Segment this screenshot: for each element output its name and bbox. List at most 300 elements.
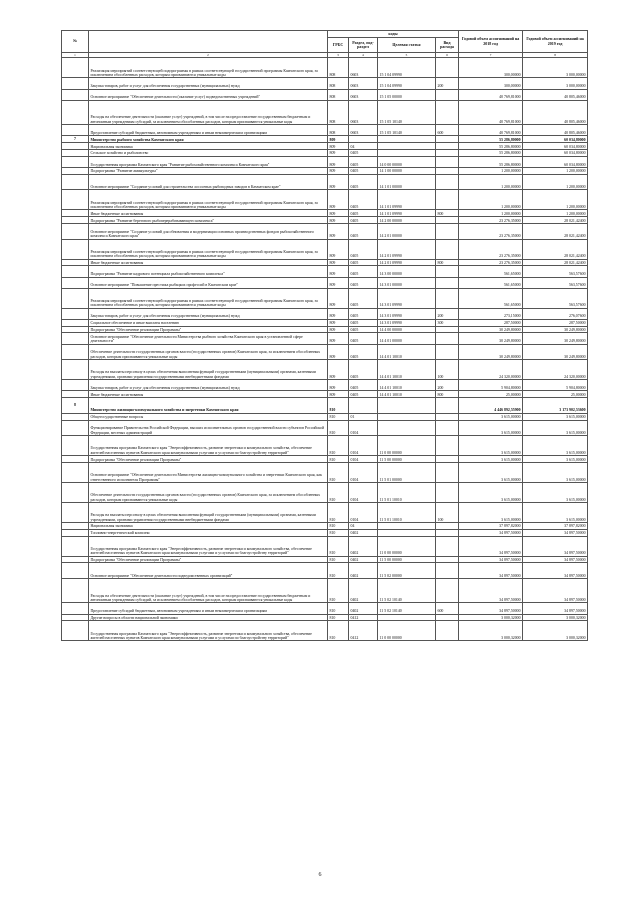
section-code: 0405	[349, 266, 378, 277]
row-name: Топливно-энергетический комплекс	[89, 529, 328, 536]
row-name: Подпрограмма "Обеспечение реализации Программы"	[89, 556, 328, 563]
amount-2019: 40 805,46000	[523, 89, 588, 100]
header-no: №	[62, 31, 89, 53]
row-name: Иные бюджетные ассигнования	[89, 391, 328, 398]
amount-2018: 40 769,81000	[459, 125, 523, 136]
table-row	[62, 217, 588, 224]
amount-2019: 28 021,42400	[523, 217, 588, 224]
grbs-code: 809	[328, 149, 349, 156]
expense-type-code: 800	[436, 210, 459, 217]
amount-2019: 1 200,00000	[523, 210, 588, 217]
amount-2019: 60 034,80000	[523, 143, 588, 150]
row-number	[62, 436, 89, 456]
section-code: 0405	[349, 380, 378, 391]
section-code: 0405	[349, 326, 378, 333]
table-row	[62, 174, 588, 190]
row-name: Предоставление субсидий бюджетным, автономным учреждениям и иным некоммерческим организациям	[89, 603, 328, 614]
grbs-code: 810	[328, 556, 349, 563]
row-name: Реализация мероприятий соответствующей подпрограммы в рамках соответствующей государственной программы Камчатского края, за исключением обособленных расходов, которым присваиваются уникальные коды	[89, 58, 328, 78]
target-code: 11 5 02 10140	[378, 579, 436, 603]
grbs-code: 809	[328, 277, 349, 288]
grbs-code: 809	[328, 210, 349, 217]
section-code: 0405	[349, 288, 378, 308]
row-name: Государственная программа Камчатского края "Энергоэффективность, развитие энергетики и коммунального хозяйства, обеспечение жителей населенных пунктов Камчатского края коммунальными услугами и услугами по благоустройству территорий"	[89, 436, 328, 456]
colnum: 1	[62, 53, 89, 58]
amount-2018: 1 200,00000	[459, 210, 523, 217]
grbs-code: 809	[328, 288, 349, 308]
table-row	[62, 259, 588, 266]
expense-type-code	[436, 436, 459, 456]
amount-2018: 273,15000	[459, 308, 523, 319]
amount-2018: 34 897,50000	[459, 579, 523, 603]
row-number	[62, 621, 89, 641]
row-number	[62, 190, 89, 210]
amount-2018: 561,65000	[459, 288, 523, 308]
amount-2018: 3 000,32000	[459, 614, 523, 621]
grbs-code: 808	[328, 89, 349, 100]
amount-2019: 3 615,00000	[523, 413, 588, 420]
target-code	[378, 143, 436, 150]
table-row	[62, 239, 588, 259]
amount-2019: 28 021,42400	[523, 223, 588, 239]
row-name: Функционирование Правительства Российской Федерации, высших исполнительных органов государственной власти субъектов Российской Федерации, местных администраций	[89, 420, 328, 436]
section-code: 0104	[349, 483, 378, 503]
expense-type-code	[436, 100, 459, 124]
expense-type-code	[436, 579, 459, 603]
grbs-code: 810	[328, 579, 349, 603]
grbs-code: 809	[328, 344, 349, 360]
section-code	[349, 136, 378, 143]
amount-2019: 563,57600	[523, 288, 588, 308]
grbs-code: 810	[328, 456, 349, 463]
target-code: 14 4 01 10010	[378, 391, 436, 398]
row-name: Закупка товаров, работ и услуг для обеспечения государственных (муниципальных) нужд	[89, 78, 328, 89]
row-number	[62, 217, 89, 224]
grbs-code: 810	[328, 398, 349, 414]
expense-type-code	[436, 398, 459, 414]
section-code: 0405	[349, 217, 378, 224]
amount-2018: 5 904,80000	[459, 380, 523, 391]
section-code: 0405	[349, 149, 378, 156]
row-number	[62, 156, 89, 167]
target-code: 14 2 01 09990	[378, 239, 436, 259]
amount-2018: 3 615,00000	[459, 483, 523, 503]
section-code: 0402	[349, 529, 378, 536]
target-code: 14 4 01 00000	[378, 333, 436, 344]
target-code: 11 5 00 00000	[378, 456, 436, 463]
amount-2019: 3 000,00000	[523, 78, 588, 89]
target-code: 14 3 01 00000	[378, 277, 436, 288]
expense-type-code	[436, 266, 459, 277]
amount-2018: 30 249,80000	[459, 333, 523, 344]
section-code: 04	[349, 143, 378, 150]
amount-2018: 34 897,50000	[459, 603, 523, 614]
row-name: Государственная программа Камчатского края "Развитие рыбохозяйственного комплекса Камчатского края"	[89, 156, 328, 167]
target-code	[378, 136, 436, 143]
amount-2019: 60 034,80000	[523, 136, 588, 143]
expense-type-code	[436, 456, 459, 463]
grbs-code: 810	[328, 523, 349, 530]
row-name: Государственная программа Камчатского края "Энергоэффективность, развитие энергетики и коммунального хозяйства, обеспечение жителей населенных пунктов Камчатского края коммунальными услугами и услугами по благоустройству территорий"	[89, 536, 328, 556]
target-code	[378, 420, 436, 436]
row-number	[62, 556, 89, 563]
row-name: Расходы на выплаты персоналу в целях обеспечения выполнения функций государственными (муниципальными) органами, казенными учреждениями, органами управления государственными внебюджетными фондами	[89, 503, 328, 523]
expense-type-code	[436, 483, 459, 503]
amount-2019: 25,00000	[523, 391, 588, 398]
table-row	[62, 398, 588, 414]
expense-type-code	[436, 536, 459, 556]
amount-2018: 3 615,00000	[459, 503, 523, 523]
grbs-code: 810	[328, 614, 349, 621]
table-row	[62, 58, 588, 78]
amount-2019: 276,07600	[523, 308, 588, 319]
table-row	[62, 563, 588, 579]
row-name: Основное мероприятие "Обеспечение деятельности Министерства рыбного хозяйства Камчатского края в установленной сфере деятельности"	[89, 333, 328, 344]
header-section: Раздел, под-раздел	[349, 38, 378, 53]
table-row	[62, 319, 588, 326]
amount-2018: 55 286,80000	[459, 143, 523, 150]
table-body	[62, 58, 588, 641]
row-name: Закупка товаров, работ и услуг для обеспечения государственных (муниципальных) нужд	[89, 308, 328, 319]
row-number	[62, 308, 89, 319]
row-number: 7	[62, 136, 89, 143]
expense-type-code	[436, 239, 459, 259]
row-number	[62, 239, 89, 259]
table-row	[62, 391, 588, 398]
amount-2018: 34 897,50000	[459, 563, 523, 579]
row-name: Социальное обеспечение и иные выплаты населению	[89, 319, 328, 326]
table-row	[62, 344, 588, 360]
section-code: 0405	[349, 210, 378, 217]
row-name: Расходы на обеспечение деятельности (оказание услуг) учреждений, в том числе на предоставление государственным бюджетным и автономным учреждениям субсидий, за исключением обособленных расходов, которым присваиваются уникальные коды	[89, 579, 328, 603]
header-2018: Годовой объем ассигнований на 2018 год	[459, 31, 523, 53]
colnum: 5	[378, 53, 436, 58]
amount-2018: 1 200,00000	[459, 174, 523, 190]
row-name: Подпрограмма "Развитие берегового рыбоперерабатывающего комплекса"	[89, 217, 328, 224]
grbs-code: 810	[328, 463, 349, 483]
table-row	[62, 420, 588, 436]
table-row	[62, 614, 588, 621]
expense-type-code	[436, 420, 459, 436]
amount-2018: 561,65000	[459, 277, 523, 288]
row-name: Подпрограмма "Развитие кадрового потенциала рыбохозяйственного комплекса"	[89, 266, 328, 277]
table-row	[62, 556, 588, 563]
target-code: 15 1 04 09990	[378, 58, 436, 78]
expense-type-code: 100	[436, 503, 459, 523]
row-number	[62, 614, 89, 621]
row-number	[62, 167, 89, 174]
target-code: 14 2 01 00000	[378, 223, 436, 239]
amount-2018: 300,00000	[459, 58, 523, 78]
amount-2019: 563,57600	[523, 277, 588, 288]
target-code: 11 5 00 00000	[378, 556, 436, 563]
table-row	[62, 456, 588, 463]
section-code: 0405	[349, 156, 378, 167]
expense-type-code	[436, 326, 459, 333]
amount-2019: 287,50000	[523, 319, 588, 326]
amount-2018: 34 897,50000	[459, 536, 523, 556]
amount-2019: 3 173 902,53600	[523, 398, 588, 414]
expense-type-code	[436, 463, 459, 483]
expense-type-code	[436, 344, 459, 360]
expense-type-code: 200	[436, 308, 459, 319]
table-row	[62, 503, 588, 523]
row-number	[62, 319, 89, 326]
target-code: 14 4 01 10010	[378, 344, 436, 360]
table-row	[62, 621, 588, 641]
section-code: 0405	[349, 167, 378, 174]
section-code: 0405	[349, 239, 378, 259]
amount-2018: 24 320,00000	[459, 360, 523, 380]
grbs-code: 808	[328, 100, 349, 124]
expense-type-code	[436, 413, 459, 420]
expense-type-code: 600	[436, 603, 459, 614]
grbs-code: 809	[328, 391, 349, 398]
table-row	[62, 143, 588, 150]
grbs-code: 808	[328, 125, 349, 136]
amount-2019: 3 615,00000	[523, 483, 588, 503]
section-code: 0405	[349, 259, 378, 266]
row-name: Национальная экономика	[89, 143, 328, 150]
row-number: 8	[62, 398, 89, 414]
row-number	[62, 523, 89, 530]
expense-type-code: 800	[436, 391, 459, 398]
amount-2019: 34 897,50000	[523, 536, 588, 556]
expense-type-code: 600	[436, 125, 459, 136]
amount-2019: 34 897,50000	[523, 579, 588, 603]
amount-2018: 561,65000	[459, 266, 523, 277]
section-code: 0405	[349, 223, 378, 239]
expense-type-code: 100	[436, 360, 459, 380]
row-name: Реализация мероприятий соответствующей подпрограммы в рамках соответствующей государственной программы Камчатского края, за исключением обособленных расходов, которым присваиваются уникальные коды	[89, 190, 328, 210]
budget-table	[61, 30, 588, 641]
amount-2018: 55 286,80000	[459, 156, 523, 167]
expense-type-code	[436, 621, 459, 641]
row-name: Общегосударственные вопросы	[89, 413, 328, 420]
target-code: 11 5 02 10140	[378, 603, 436, 614]
section-code: 0405	[349, 174, 378, 190]
grbs-code: 809	[328, 239, 349, 259]
header-grbs: ГРБС	[328, 38, 349, 53]
row-name: Подпрограмма "Развитие аквакультуры"	[89, 167, 328, 174]
amount-2019: 5 904,80000	[523, 380, 588, 391]
grbs-code: 809	[328, 156, 349, 167]
grbs-code: 809	[328, 190, 349, 210]
table-row	[62, 413, 588, 420]
row-name: Основное мероприятие "Создание условий для обновления и модернизации основных производственных фондов рыбохозяйственного комплекса Камчатского края"	[89, 223, 328, 239]
table-row	[62, 167, 588, 174]
grbs-code: 809	[328, 326, 349, 333]
grbs-code: 809	[328, 259, 349, 266]
grbs-code: 810	[328, 529, 349, 536]
row-name: Подпрограмма "Обеспечение реализации Программы"	[89, 326, 328, 333]
row-number	[62, 149, 89, 156]
row-name: Обеспечение деятельности государственных органов власти (государственных органов) Камчатского края, за исключением обособленных расходов, которым присваиваются уникальные коды	[89, 483, 328, 503]
header-2019: Годовой объем ассигнований на 2019 год	[523, 31, 588, 53]
grbs-code: 809	[328, 308, 349, 319]
row-number	[62, 536, 89, 556]
header-vid: Вид расхода	[436, 38, 459, 53]
grbs-code: 810	[328, 436, 349, 456]
section-code: 0405	[349, 277, 378, 288]
section-code: 0405	[349, 319, 378, 326]
row-number	[62, 89, 89, 100]
section-code: 0405	[349, 308, 378, 319]
target-code: 15 1 05 10140	[378, 125, 436, 136]
amount-2018: 3 615,00000	[459, 420, 523, 436]
grbs-code: 810	[328, 536, 349, 556]
amount-2018: 4 446 892,55900	[459, 398, 523, 414]
amount-2018: 3 000,32000	[459, 621, 523, 641]
target-code: 15 1 05 00000	[378, 89, 436, 100]
grbs-code: 810	[328, 603, 349, 614]
amount-2019: 40 805,46000	[523, 100, 588, 124]
amount-2018: 25,00000	[459, 391, 523, 398]
amount-2018: 34 897,50000	[459, 529, 523, 536]
amount-2019: 30 249,80000	[523, 326, 588, 333]
table-row	[62, 536, 588, 556]
table-row	[62, 100, 588, 124]
table-row	[62, 529, 588, 536]
amount-2019: 40 805,46000	[523, 125, 588, 136]
expense-type-code	[436, 529, 459, 536]
row-number	[62, 360, 89, 380]
row-number	[62, 174, 89, 190]
amount-2018: 3 615,00000	[459, 456, 523, 463]
row-name: Предоставление субсидий бюджетным, автономным учреждениям и иным некоммерческим организациям	[89, 125, 328, 136]
amount-2018: 23 276,35000	[459, 217, 523, 224]
expense-type-code	[436, 217, 459, 224]
expense-type-code	[436, 556, 459, 563]
row-name: Обеспечение деятельности государственных органов власти (государственных органов) Камчатского края, за исключением обособленных расходов, которым присваиваются уникальные коды	[89, 344, 328, 360]
row-number	[62, 125, 89, 136]
section-code: 0603	[349, 78, 378, 89]
amount-2018: 1 200,00000	[459, 190, 523, 210]
expense-type-code	[436, 149, 459, 156]
table-row	[62, 136, 588, 143]
colnum: 2	[89, 53, 328, 58]
target-code: 14 3 01 09990	[378, 308, 436, 319]
amount-2019: 24 320,00000	[523, 360, 588, 380]
section-code: 0104	[349, 456, 378, 463]
amount-2019: 34 897,50000	[523, 556, 588, 563]
amount-2019: 28 021,42400	[523, 239, 588, 259]
row-number	[62, 58, 89, 78]
grbs-code: 809	[328, 360, 349, 380]
expense-type-code: 200	[436, 78, 459, 89]
section-code: 0402	[349, 603, 378, 614]
grbs-code: 809	[328, 174, 349, 190]
grbs-code: 808	[328, 78, 349, 89]
target-code: 14 3 01 09990	[378, 319, 436, 326]
row-number	[62, 259, 89, 266]
expense-type-code	[436, 174, 459, 190]
target-code: 14 4 00 00000	[378, 326, 436, 333]
grbs-code: 809	[328, 167, 349, 174]
row-name: Основное мероприятие "Повышение престижа рыбацких профессий в Камчатском крае"	[89, 277, 328, 288]
row-number	[62, 223, 89, 239]
amount-2018: 23 276,35000	[459, 239, 523, 259]
expense-type-code	[436, 190, 459, 210]
section-code: 0603	[349, 58, 378, 78]
expense-type-code	[436, 333, 459, 344]
target-code: 11 5 01 10010	[378, 503, 436, 523]
row-number	[62, 266, 89, 277]
amount-2018: 37 897,82000	[459, 523, 523, 530]
table-row	[62, 288, 588, 308]
amount-2019: 30 249,80000	[523, 344, 588, 360]
grbs-code: 810	[328, 413, 349, 420]
expense-type-code	[436, 288, 459, 308]
table-row	[62, 89, 588, 100]
amount-2019: 3 000,32000	[523, 614, 588, 621]
row-number	[62, 277, 89, 288]
row-number	[62, 333, 89, 344]
amount-2019: 3 615,00000	[523, 456, 588, 463]
table-row	[62, 210, 588, 217]
row-number	[62, 288, 89, 308]
section-code: 0402	[349, 536, 378, 556]
section-code: 0405	[349, 190, 378, 210]
amount-2018: 300,00000	[459, 78, 523, 89]
section-code: 0603	[349, 89, 378, 100]
section-code: 0402	[349, 579, 378, 603]
row-number	[62, 420, 89, 436]
amount-2019: 28 021,42400	[523, 259, 588, 266]
row-number	[62, 579, 89, 603]
amount-2018: 55 286,80000	[459, 136, 523, 143]
section-code: 0603	[349, 100, 378, 124]
target-code: 14 0 00 00000	[378, 156, 436, 167]
row-number	[62, 143, 89, 150]
grbs-code: 810	[328, 503, 349, 523]
row-number	[62, 326, 89, 333]
row-name: Закупка товаров, работ и услуг для обеспечения государственных (муниципальных) нужд	[89, 380, 328, 391]
amount-2019: 1 200,00000	[523, 190, 588, 210]
colnum: 4	[349, 53, 378, 58]
amount-2019: 1 200,00000	[523, 167, 588, 174]
row-name: Расходы на обеспечение деятельности (оказание услуг) учреждений, в том числе на предоставление государственным бюджетным и автономным учреждениям субсидий, за исключением обособленных расходов, которым присваиваются уникальные коды	[89, 100, 328, 124]
row-number	[62, 483, 89, 503]
row-number	[62, 529, 89, 536]
table-row	[62, 149, 588, 156]
section-code: 04	[349, 523, 378, 530]
amount-2019: 3 615,00000	[523, 503, 588, 523]
row-number	[62, 210, 89, 217]
target-code: 11 5 02 00000	[378, 563, 436, 579]
colnum: 6	[436, 53, 459, 58]
grbs-code: 809	[328, 136, 349, 143]
table-row	[62, 190, 588, 210]
amount-2019: 34 897,50000	[523, 529, 588, 536]
expense-type-code	[436, 614, 459, 621]
row-name: Реализация мероприятий соответствующей подпрограммы в рамках соответствующей государственной программы Камчатского края, за исключением обособленных расходов, которым присваиваются уникальные коды	[89, 288, 328, 308]
target-code: 11 0 00 00000	[378, 621, 436, 641]
target-code	[378, 529, 436, 536]
amount-2018: 34 897,50000	[459, 556, 523, 563]
target-code: 15 1 05 10140	[378, 100, 436, 124]
colnum: 7	[459, 53, 523, 58]
table-row	[62, 156, 588, 167]
grbs-code: 808	[328, 58, 349, 78]
target-code: 15 1 04 09990	[378, 78, 436, 89]
header-target: Целевая статья	[378, 38, 436, 53]
table-row	[62, 579, 588, 603]
table-row	[62, 277, 588, 288]
target-code: 14 1 01 09990	[378, 210, 436, 217]
grbs-code: 810	[328, 420, 349, 436]
target-code	[378, 398, 436, 414]
